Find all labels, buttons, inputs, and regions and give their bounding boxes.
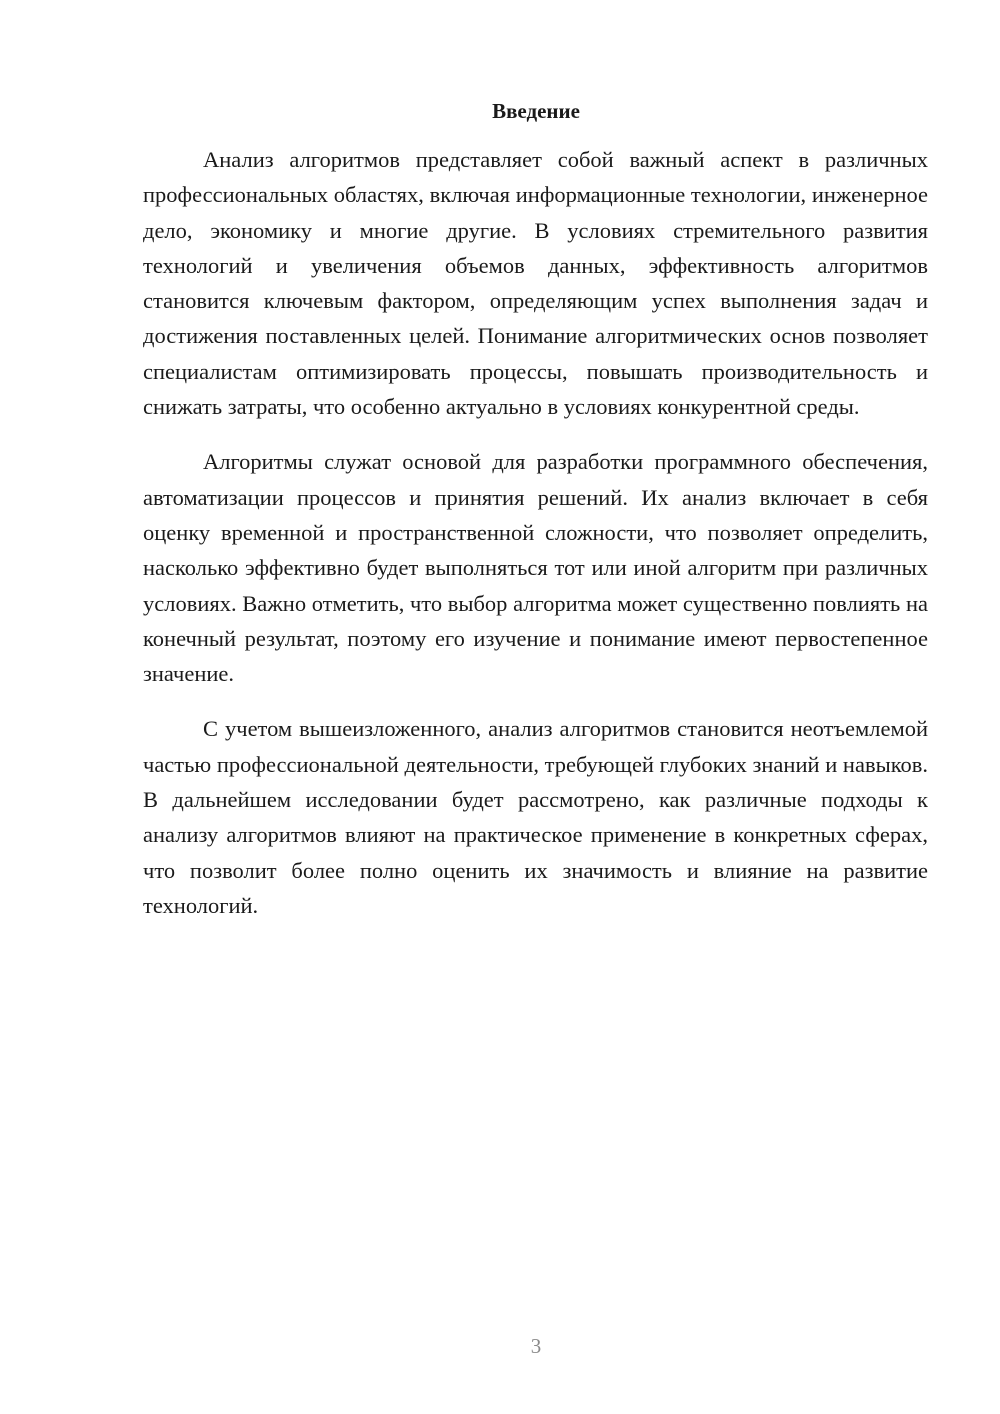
section-title: Введение [492,99,580,123]
paragraph-1: Анализ алгоритмов представляет собой важный аспект в различных профессиональных областях, включая информационные технологии, инженерное дело, экономику и многие другие. В условиях стремительного развития технологий и увеличения объемов данных, эффективность алгоритмов становится ключевым фактором, определяющим успех выполнения задач и достижения поставленных целей. Понимание алгоритмических основ позволяет специалистам оптимизировать процессы, повышать производительность и снижать затраты, что особенно актуально в условиях конкурентной среды. [143,147,928,420]
body-text [143,142,928,943]
page-number: 3 [530,1334,542,1358]
paragraph-3: С учетом вышеизложенного, анализ алгоритмов становится неотъемлемой частью профессиональной деятельности, требующей глубоких знаний и навыков. В дальнейшем исследовании будет рассмотрено, как различные подходы к анализу алгоритмов влияют на практическое применение в конкретных сферах, что позволит более полно оценить их значимость и влияние на развитие технологий. [143,716,928,918]
paragraph-2: Алгоритмы служат основой для разработки программного обеспечения, автоматизации процессов и принятия решений. Их анализ включает в себя оценку временной и пространственной сложности, что позволяет определить, насколько эффективно будет выполняться тот или иной алгоритм при различных условиях. Важно отметить, что выбор алгоритма может существенно повлиять на конечный результат, поэтому его изучение и понимание имеют первостепенное значение. [143,449,928,687]
